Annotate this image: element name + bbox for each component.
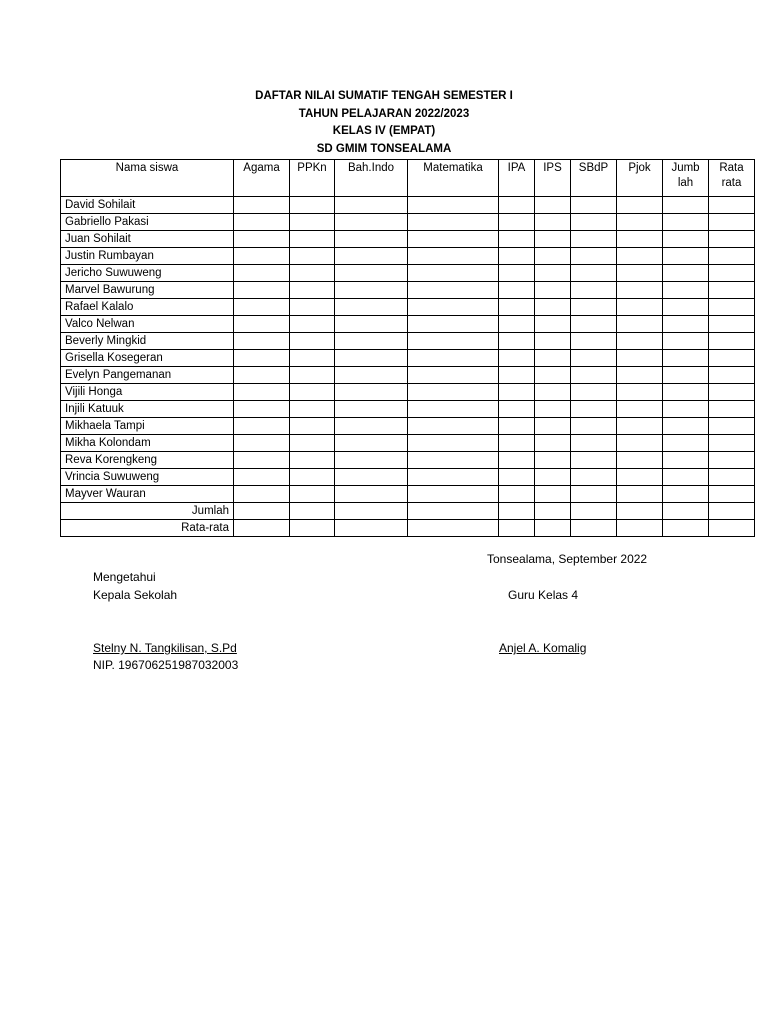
- grade-cell[interactable]: [290, 197, 335, 214]
- grade-cell[interactable]: [499, 214, 535, 231]
- table-row: [61, 350, 755, 367]
- grade-cell[interactable]: [617, 435, 663, 452]
- summary-cell[interactable]: [571, 520, 617, 537]
- grade-cell[interactable]: [290, 248, 335, 265]
- table-row: [61, 384, 755, 401]
- grade-cell[interactable]: [617, 265, 663, 282]
- grade-cell[interactable]: [663, 469, 709, 486]
- grade-cell[interactable]: [499, 299, 535, 316]
- grade-cell[interactable]: [617, 350, 663, 367]
- grade-cell[interactable]: [290, 367, 335, 384]
- grade-cell[interactable]: [234, 197, 290, 214]
- grade-cell[interactable]: [499, 401, 535, 418]
- grade-cell[interactable]: [709, 384, 755, 401]
- grade-cell[interactable]: [234, 265, 290, 282]
- summary-cell[interactable]: [571, 503, 617, 520]
- grade-cell[interactable]: [663, 231, 709, 248]
- grade-cell[interactable]: [234, 469, 290, 486]
- grade-cell[interactable]: [408, 469, 499, 486]
- summary-row: [61, 520, 755, 537]
- grade-cell[interactable]: [234, 401, 290, 418]
- grade-cell[interactable]: [335, 418, 408, 435]
- grade-cell[interactable]: [335, 435, 408, 452]
- grade-cell[interactable]: [709, 333, 755, 350]
- grade-cell[interactable]: [290, 299, 335, 316]
- grade-cell[interactable]: [535, 452, 571, 469]
- grade-cell[interactable]: [535, 231, 571, 248]
- student-name: Valco Nelwan: [61, 316, 234, 333]
- summary-cell[interactable]: [234, 503, 290, 520]
- table-row: [61, 299, 755, 316]
- grade-cell[interactable]: [663, 248, 709, 265]
- grade-cell[interactable]: [234, 384, 290, 401]
- table-row: [61, 435, 755, 452]
- student-name: Gabriello Pakasi: [61, 214, 234, 231]
- grade-cell[interactable]: [535, 350, 571, 367]
- grade-cell[interactable]: [290, 469, 335, 486]
- grade-cell[interactable]: [571, 282, 617, 299]
- student-name: Rafael Kalalo: [61, 299, 234, 316]
- school-year: TAHUN PELAJARAN 2022/2023: [298, 107, 470, 120]
- grade-cell[interactable]: [663, 452, 709, 469]
- student-name: Juan Sohilait: [61, 231, 234, 248]
- student-name: Justin Rumbayan: [61, 248, 234, 265]
- grade-cell[interactable]: [335, 452, 408, 469]
- grade-cell[interactable]: [535, 469, 571, 486]
- student-name: Mayver Wauran: [61, 486, 234, 503]
- grade-cell[interactable]: [535, 401, 571, 418]
- column-header: Pjok: [617, 160, 663, 197]
- student-name: Reva Korengkeng: [61, 452, 234, 469]
- grade-cell[interactable]: [571, 214, 617, 231]
- grade-cell[interactable]: [335, 367, 408, 384]
- table-row: [61, 248, 755, 265]
- table-row: [61, 197, 755, 214]
- grade-cell[interactable]: [709, 350, 755, 367]
- grade-cell[interactable]: [408, 248, 499, 265]
- grade-cell[interactable]: [617, 367, 663, 384]
- grade-cell[interactable]: [663, 197, 709, 214]
- grade-cell[interactable]: [617, 469, 663, 486]
- table-row: [61, 282, 755, 299]
- summary-cell[interactable]: [499, 520, 535, 537]
- grade-cell[interactable]: [617, 248, 663, 265]
- grade-cell[interactable]: [234, 435, 290, 452]
- column-header: PPKn: [290, 160, 335, 197]
- teacher-title: Guru Kelas 4: [508, 588, 579, 602]
- column-header: Agama: [234, 160, 290, 197]
- grade-cell[interactable]: [617, 333, 663, 350]
- summary-cell[interactable]: [663, 520, 709, 537]
- grade-cell[interactable]: [234, 282, 290, 299]
- grade-cell[interactable]: [535, 418, 571, 435]
- grade-cell[interactable]: [290, 350, 335, 367]
- grade-cell[interactable]: [663, 401, 709, 418]
- grade-cell[interactable]: [335, 214, 408, 231]
- teacher-name: Anjel A. Komalig: [499, 641, 587, 655]
- grade-cell[interactable]: [571, 231, 617, 248]
- grade-cell[interactable]: [571, 350, 617, 367]
- grade-cell[interactable]: [335, 231, 408, 248]
- grade-cell[interactable]: [571, 486, 617, 503]
- place-date: Tonsealama, September 2022: [487, 552, 648, 566]
- grade-cell[interactable]: [709, 367, 755, 384]
- grade-cell[interactable]: [335, 282, 408, 299]
- grade-cell[interactable]: [571, 367, 617, 384]
- grade-cell[interactable]: [234, 248, 290, 265]
- column-header: Rata rata: [709, 160, 755, 197]
- grade-cell[interactable]: [535, 299, 571, 316]
- summary-cell[interactable]: [408, 520, 499, 537]
- document-header: [0, 88, 768, 158]
- grade-cell[interactable]: [408, 418, 499, 435]
- grade-cell[interactable]: [408, 401, 499, 418]
- grade-cell[interactable]: [709, 418, 755, 435]
- column-header: Bah.Indo: [335, 160, 408, 197]
- grade-cell[interactable]: [499, 282, 535, 299]
- grade-cell[interactable]: [617, 486, 663, 503]
- grade-cell[interactable]: [499, 452, 535, 469]
- grade-cell[interactable]: [234, 231, 290, 248]
- grade-cell[interactable]: [234, 214, 290, 231]
- grade-cell[interactable]: [663, 282, 709, 299]
- grade-cell[interactable]: [408, 435, 499, 452]
- grade-cell[interactable]: [290, 214, 335, 231]
- grade-cell[interactable]: [535, 367, 571, 384]
- summary-cell[interactable]: [709, 520, 755, 537]
- grade-cell[interactable]: [709, 197, 755, 214]
- grade-cell[interactable]: [535, 248, 571, 265]
- grade-cell[interactable]: [408, 231, 499, 248]
- table-row: [61, 418, 755, 435]
- grade-cell[interactable]: [535, 435, 571, 452]
- summary-cell[interactable]: [617, 520, 663, 537]
- table-row: [61, 265, 755, 282]
- table-row: [61, 367, 755, 384]
- grade-cell[interactable]: [335, 197, 408, 214]
- summary-cell[interactable]: [234, 520, 290, 537]
- grade-cell[interactable]: [408, 214, 499, 231]
- grade-cell[interactable]: [290, 401, 335, 418]
- grade-cell[interactable]: [335, 265, 408, 282]
- grade-cell[interactable]: [290, 486, 335, 503]
- student-name: Injili Katuuk: [61, 401, 234, 418]
- table-row: [61, 401, 755, 418]
- grade-cell[interactable]: [535, 486, 571, 503]
- grade-cell[interactable]: [408, 452, 499, 469]
- grade-cell[interactable]: [290, 384, 335, 401]
- grade-cell[interactable]: [535, 265, 571, 282]
- grade-cell[interactable]: [663, 384, 709, 401]
- grade-cell[interactable]: [234, 333, 290, 350]
- grade-cell[interactable]: [709, 248, 755, 265]
- principal-nip: NIP. 196706251987032003: [93, 658, 239, 672]
- student-name: Marvel Bawurung: [61, 282, 234, 299]
- class-label: KELAS IV (EMPAT): [332, 125, 436, 137]
- student-name: Vrincia Suwuweng: [61, 469, 234, 486]
- grade-cell[interactable]: [571, 197, 617, 214]
- grade-cell[interactable]: [617, 282, 663, 299]
- grade-cell[interactable]: [408, 367, 499, 384]
- grade-cell[interactable]: [709, 469, 755, 486]
- grade-cell[interactable]: [335, 248, 408, 265]
- summary-cell[interactable]: [408, 503, 499, 520]
- table-row: [61, 333, 755, 350]
- grade-cell[interactable]: [617, 316, 663, 333]
- grade-cell[interactable]: [408, 316, 499, 333]
- grade-cell[interactable]: [571, 435, 617, 452]
- grade-cell[interactable]: [234, 350, 290, 367]
- grade-cell[interactable]: [617, 214, 663, 231]
- summary-cell[interactable]: [290, 503, 335, 520]
- summary-row: [61, 503, 755, 520]
- table-row: [61, 316, 755, 333]
- grade-cell[interactable]: [499, 486, 535, 503]
- grade-cell[interactable]: [571, 265, 617, 282]
- grade-cell[interactable]: [335, 401, 408, 418]
- grade-cell[interactable]: [290, 435, 335, 452]
- student-name: Mikha Kolondam: [61, 435, 234, 452]
- grade-cell[interactable]: [408, 486, 499, 503]
- grade-cell[interactable]: [663, 265, 709, 282]
- grade-cell[interactable]: [571, 384, 617, 401]
- column-header: Jumb lah: [663, 160, 709, 197]
- grade-cell[interactable]: [234, 299, 290, 316]
- student-name: Mikhaela Tampi: [61, 418, 234, 435]
- summary-cell[interactable]: [663, 503, 709, 520]
- principal-title: Kepala Sekolah: [93, 588, 178, 602]
- grade-cell[interactable]: [571, 469, 617, 486]
- grade-cell[interactable]: [663, 367, 709, 384]
- grade-cell[interactable]: [663, 486, 709, 503]
- grades-table: [60, 159, 755, 537]
- grade-cell[interactable]: [335, 384, 408, 401]
- grade-cell[interactable]: [617, 401, 663, 418]
- school-name: SD GMIM TONSEALAMA: [316, 142, 452, 155]
- grade-cell[interactable]: [617, 231, 663, 248]
- summary-label: Rata-rata: [61, 520, 234, 537]
- grade-cell[interactable]: [663, 333, 709, 350]
- grade-cell[interactable]: [499, 316, 535, 333]
- principal-name: Stelny N. Tangkilisan, S.Pd: [93, 641, 237, 655]
- column-header: Matematika: [408, 160, 499, 197]
- summary-cell[interactable]: [709, 503, 755, 520]
- grade-cell[interactable]: [571, 333, 617, 350]
- grade-cell[interactable]: [535, 316, 571, 333]
- grade-cell[interactable]: [290, 316, 335, 333]
- grade-cell[interactable]: [571, 299, 617, 316]
- student-name: Jericho Suwuweng: [61, 265, 234, 282]
- grade-cell[interactable]: [335, 486, 408, 503]
- grade-cell[interactable]: [335, 333, 408, 350]
- student-name: Evelyn Pangemanan: [61, 367, 234, 384]
- grade-cell[interactable]: [499, 231, 535, 248]
- grade-cell[interactable]: [663, 418, 709, 435]
- grade-cell[interactable]: [709, 316, 755, 333]
- grade-cell[interactable]: [408, 197, 499, 214]
- grade-cell[interactable]: [234, 367, 290, 384]
- grade-cell[interactable]: [709, 401, 755, 418]
- summary-cell[interactable]: [499, 503, 535, 520]
- grade-cell[interactable]: [499, 435, 535, 452]
- acknowledged-label: Mengetahui: [93, 570, 156, 584]
- grade-cell[interactable]: [290, 231, 335, 248]
- grade-cell[interactable]: [535, 282, 571, 299]
- grade-cell[interactable]: [290, 333, 335, 350]
- grade-cell[interactable]: [335, 350, 408, 367]
- grade-cell[interactable]: [499, 418, 535, 435]
- grade-cell[interactable]: [499, 248, 535, 265]
- grade-cell[interactable]: [709, 214, 755, 231]
- grade-cell[interactable]: [499, 384, 535, 401]
- grade-cell[interactable]: [663, 316, 709, 333]
- summary-cell[interactable]: [335, 503, 408, 520]
- column-header: IPA: [499, 160, 535, 197]
- grade-cell[interactable]: [499, 197, 535, 214]
- student-name: Vijili Honga: [61, 384, 234, 401]
- grade-cell[interactable]: [709, 452, 755, 469]
- grade-cell[interactable]: [234, 316, 290, 333]
- student-name: Grisella Kosegeran: [61, 350, 234, 367]
- table-row: [61, 452, 755, 469]
- grade-cell[interactable]: [408, 299, 499, 316]
- grade-cell[interactable]: [408, 384, 499, 401]
- grade-cell[interactable]: [499, 469, 535, 486]
- grade-cell[interactable]: [499, 350, 535, 367]
- grade-cell[interactable]: [408, 350, 499, 367]
- grade-cell[interactable]: [499, 333, 535, 350]
- table-row: [61, 231, 755, 248]
- grade-cell[interactable]: [290, 265, 335, 282]
- grade-cell[interactable]: [571, 418, 617, 435]
- column-header: IPS: [535, 160, 571, 197]
- grade-cell[interactable]: [709, 231, 755, 248]
- summary-cell[interactable]: [335, 520, 408, 537]
- grade-cell[interactable]: [408, 333, 499, 350]
- grade-cell[interactable]: [663, 214, 709, 231]
- grade-cell[interactable]: [234, 418, 290, 435]
- grade-cell[interactable]: [408, 282, 499, 299]
- grade-cell[interactable]: [617, 384, 663, 401]
- grade-cell[interactable]: [663, 350, 709, 367]
- grade-cell[interactable]: [290, 452, 335, 469]
- table-row: [61, 486, 755, 503]
- grade-cell[interactable]: [290, 282, 335, 299]
- grade-cell[interactable]: [335, 469, 408, 486]
- table-row: [61, 469, 755, 486]
- grade-cell[interactable]: [617, 299, 663, 316]
- summary-cell[interactable]: [290, 520, 335, 537]
- grade-cell[interactable]: [709, 282, 755, 299]
- grade-cell[interactable]: [408, 265, 499, 282]
- grade-cell[interactable]: [290, 418, 335, 435]
- grade-cell[interactable]: [335, 299, 408, 316]
- summary-cell[interactable]: [617, 503, 663, 520]
- column-header: SBdP: [571, 160, 617, 197]
- summary-label: Jumlah: [61, 503, 234, 520]
- grade-cell[interactable]: [663, 435, 709, 452]
- grade-cell[interactable]: [571, 316, 617, 333]
- student-name: David Sohilait: [61, 197, 234, 214]
- grade-cell[interactable]: [571, 401, 617, 418]
- grade-cell[interactable]: [499, 367, 535, 384]
- grade-cell[interactable]: [709, 265, 755, 282]
- grade-cell[interactable]: [499, 265, 535, 282]
- table-row: [61, 214, 755, 231]
- grade-cell[interactable]: [535, 197, 571, 214]
- summary-cell[interactable]: [535, 520, 571, 537]
- grade-cell[interactable]: [335, 316, 408, 333]
- grade-cell[interactable]: [571, 248, 617, 265]
- grade-cell[interactable]: [617, 452, 663, 469]
- document-title: DAFTAR NILAI SUMATIF TENGAH SEMESTER I: [255, 90, 513, 102]
- grade-cell[interactable]: [535, 333, 571, 350]
- table-header-row: [61, 160, 755, 197]
- grade-cell[interactable]: [617, 418, 663, 435]
- grade-cell[interactable]: [617, 197, 663, 214]
- grade-cell[interactable]: [709, 435, 755, 452]
- grade-cell[interactable]: [535, 384, 571, 401]
- student-name: Beverly Mingkid: [61, 333, 234, 350]
- grade-cell[interactable]: [709, 299, 755, 316]
- grade-cell[interactable]: [535, 214, 571, 231]
- grade-cell[interactable]: [571, 452, 617, 469]
- summary-cell[interactable]: [535, 503, 571, 520]
- column-header: Nama siswa: [61, 160, 234, 197]
- grade-cell[interactable]: [234, 486, 290, 503]
- grade-cell[interactable]: [663, 299, 709, 316]
- grade-cell[interactable]: [709, 486, 755, 503]
- grade-cell[interactable]: [234, 452, 290, 469]
